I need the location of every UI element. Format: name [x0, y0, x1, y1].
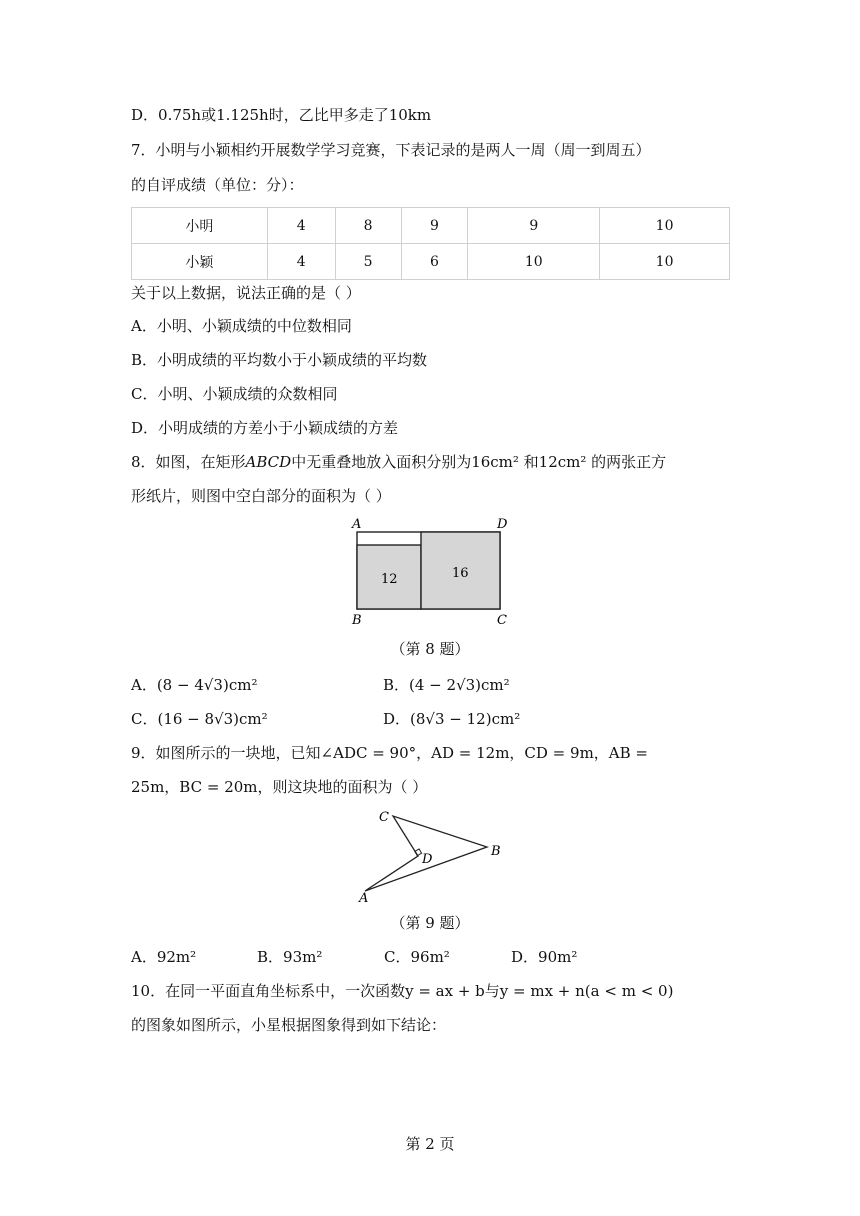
- table-cell-name: 小颖: [132, 244, 268, 280]
- table-cell: 10: [600, 244, 730, 280]
- table-cell: 10: [600, 208, 730, 244]
- q7-option-a: A．小明、小颖成绩的中位数相同: [131, 317, 352, 335]
- q9-option-d: D．90m²: [511, 948, 578, 966]
- label-b: B: [491, 844, 501, 859]
- q8-option-c: C．(16 − 8√3)cm²: [131, 710, 268, 728]
- q7-prompt: 关于以上数据，说法正确的是（ ）: [131, 284, 361, 302]
- q7-stem-line1: 7．小明与小颖相约开展数学学习竞赛，下表记录的是两人一周（周一到周五）: [131, 141, 651, 159]
- q8-stem-line1: [131, 451, 666, 473]
- q8-option-a: A．(8 − 4√3)cm²: [131, 676, 258, 694]
- label-a: A: [359, 891, 369, 905]
- table-cell: 4: [267, 244, 335, 280]
- q7-option-d: D．小明成绩的方差小于小颖成绩的方差: [131, 419, 399, 437]
- q7-stem-line2: 的自评成绩（单位：分）：: [131, 176, 304, 194]
- q8-stem-text-a: 8．如图，在矩形: [131, 453, 246, 471]
- q9-caption: （第 9 题）: [390, 914, 470, 932]
- table-cell-name: 小明: [132, 208, 268, 244]
- q7-option-c: C．小明、小颖成绩的众数相同: [131, 385, 338, 403]
- q8-stem-text-b: 中无重叠地放入面积分别为16cm² 和12cm² 的两张正方: [291, 453, 667, 471]
- q9-option-a: A．92m²: [131, 948, 197, 966]
- table-cell: 8: [335, 208, 401, 244]
- label-a: A: [352, 517, 362, 532]
- q9-figure: [355, 803, 515, 905]
- table-cell: 4: [267, 208, 335, 244]
- q8-option-b: B．(4 − 2√3)cm²: [383, 676, 510, 694]
- table-cell: 10: [468, 244, 600, 280]
- table-cell: 9: [468, 208, 600, 244]
- large-square-area: 16: [452, 566, 469, 581]
- table-cell: 5: [335, 244, 401, 280]
- q6-option-d: D．0.75h或1.125h时，乙比甲多走了10km: [131, 106, 432, 124]
- label-d: D: [497, 517, 508, 532]
- q8-caption: （第 8 题）: [390, 640, 470, 658]
- q10-stem-line1: 10．在同一平面直角坐标系中，一次函数y = ax + b与y = mx + n(a < m < 0): [131, 982, 674, 1000]
- q7-option-b: B．小明成绩的平均数小于小颖成绩的平均数: [131, 351, 428, 369]
- label-d: D: [422, 852, 433, 867]
- q9-stem-line2: 25m，BC = 20m，则这块地的面积为（ ）: [131, 778, 428, 796]
- q9-option-b: B．93m²: [257, 948, 323, 966]
- q7-score-table: [131, 207, 730, 280]
- q8-rect-name: ABCD: [245, 453, 292, 471]
- q9-stem-line1: 9．如图所示的一块地，已知∠ADC = 90°，AD = 12m，CD = 9m，AB =: [131, 744, 648, 762]
- label-b: B: [352, 613, 362, 628]
- q8-option-d: D．(8√3 − 12)cm²: [383, 710, 521, 728]
- label-c: C: [379, 810, 389, 825]
- q10-stem-line2: 的图象如图所示，小星根据图象得到如下结论：: [131, 1016, 447, 1034]
- table-cell: 9: [401, 208, 468, 244]
- table-cell: 6: [401, 244, 468, 280]
- table-row: [132, 208, 730, 244]
- q9-option-c: C．96m²: [384, 948, 450, 966]
- q8-figure: [340, 512, 520, 632]
- small-square-area: 12: [381, 572, 398, 587]
- table-row: [132, 244, 730, 280]
- label-c: C: [497, 613, 507, 628]
- right-angle-mark: [415, 849, 422, 856]
- q8-stem-line2: 形纸片，则图中空白部分的面积为（ ）: [131, 487, 391, 505]
- page-number: 第 2 页: [405, 1135, 455, 1153]
